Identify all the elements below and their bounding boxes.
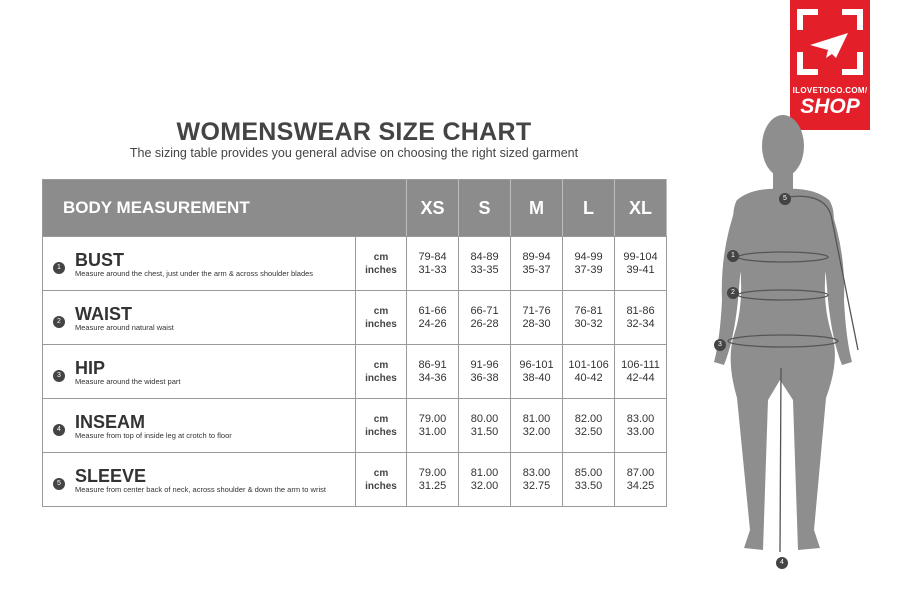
value-cell: [563, 237, 615, 291]
value-cell: [511, 399, 563, 453]
measurement-name: WAIST: [75, 304, 132, 324]
value-inches: 38-40: [522, 371, 551, 384]
units-cell: [356, 399, 407, 453]
value-inches: 31-33: [418, 263, 447, 276]
value-cm: 99-104: [623, 250, 658, 263]
value-cm: 96-101: [519, 358, 554, 371]
measurement-number-badge: 5: [53, 478, 65, 490]
value-cell: [407, 237, 459, 291]
logo-shop-text: SHOP: [800, 95, 860, 118]
size-chart-table: [42, 179, 667, 507]
unit-cm: cm: [373, 467, 389, 479]
value-cell: [459, 345, 511, 399]
unit-cm: cm: [373, 251, 389, 263]
value-cm: 76-81: [574, 304, 603, 317]
value-cm: 66-71: [470, 304, 499, 317]
value-inches: 33.00: [626, 425, 655, 438]
value-cell: [615, 399, 667, 453]
units-cell: [356, 237, 407, 291]
value-cell: [511, 453, 563, 507]
value-cell: [459, 399, 511, 453]
measurement-name: INSEAM: [75, 412, 146, 432]
size-header-m: M: [511, 180, 563, 237]
value-inches: 39-41: [626, 263, 655, 276]
body-measurement-header: BODY MEASUREMENT: [43, 180, 407, 237]
figure-marker-sleeve: 5: [779, 193, 791, 205]
value-inches: 30-32: [574, 317, 603, 330]
size-header-xs: XS: [407, 180, 459, 237]
measurement-cell: [43, 399, 356, 453]
value-cm: 106-111: [621, 358, 660, 371]
unit-inches: inches: [365, 426, 397, 438]
figure-marker-waist: 2: [727, 287, 739, 299]
measurement-description: Measure around natural waist: [75, 323, 174, 332]
value-cm: 89-94: [522, 250, 551, 263]
value-cm: 61-66: [418, 304, 447, 317]
unit-cm: cm: [373, 359, 389, 371]
value-cell: [459, 237, 511, 291]
table-row: [43, 345, 667, 399]
value-cell: [615, 291, 667, 345]
value-cm: 79.00: [418, 412, 447, 425]
table-row: [43, 399, 667, 453]
value-cm: 85.00: [574, 466, 603, 479]
value-inches: 31.25: [418, 479, 447, 492]
value-inches: 32.75: [522, 479, 551, 492]
unit-inches: inches: [365, 372, 397, 384]
page-subtitle: The sizing table provides you general advise on choosing the right sized garment: [129, 146, 579, 160]
value-cm: 71-76: [522, 304, 551, 317]
units-cell: [356, 345, 407, 399]
value-cell: [459, 453, 511, 507]
table-row: [43, 453, 667, 507]
value-inches: 37-39: [574, 263, 603, 276]
measurement-description: Measure around the chest, just under the arm & across shoulder blades: [75, 269, 314, 278]
measurement-name: HIP: [75, 358, 106, 378]
figure-marker-bust: 1: [727, 250, 739, 262]
measurement-number-badge: 1: [53, 262, 65, 274]
measurement-name: SLEEVE: [75, 466, 147, 486]
value-cell: [615, 345, 667, 399]
table-row: [43, 291, 667, 345]
figure-marker-hip: 3: [714, 339, 726, 351]
value-cell: [563, 453, 615, 507]
value-cm: 79.00: [418, 466, 447, 479]
page-title: WOMENSWEAR SIZE CHART: [176, 118, 532, 146]
value-cm: 81.00: [470, 466, 499, 479]
value-cell: [615, 453, 667, 507]
value-cm: 82.00: [574, 412, 603, 425]
value-cell: [407, 291, 459, 345]
value-inches: 35-37: [522, 263, 551, 276]
value-inches: 24-26: [418, 317, 447, 330]
value-inches: 31.50: [470, 425, 499, 438]
value-cm: 91-96: [470, 358, 499, 371]
unit-inches: inches: [365, 318, 397, 330]
measurement-description: Measure from top of inside leg at crotch to floor: [75, 431, 232, 440]
value-inches: 28-30: [522, 317, 551, 330]
value-inches: 36-38: [470, 371, 499, 384]
measurement-description: Measure around the widest part: [75, 377, 181, 386]
value-inches: 33.50: [574, 479, 603, 492]
value-inches: 31.00: [418, 425, 447, 438]
measurement-number-badge: 4: [53, 424, 65, 436]
figure-marker-inseam: 4: [776, 557, 788, 569]
value-inches: 40-42: [574, 371, 603, 384]
value-cell: [511, 291, 563, 345]
value-cm: 101-106: [568, 358, 609, 371]
measurement-description: Measure from center back of neck, across shoulder & down the arm to wrist: [75, 485, 326, 494]
measurement-cell: [43, 453, 356, 507]
table-row: [43, 237, 667, 291]
size-header-l: L: [563, 180, 615, 237]
value-inches: 32.00: [470, 479, 499, 492]
value-cell: [563, 399, 615, 453]
unit-cm: cm: [373, 413, 389, 425]
measurement-name: BUST: [75, 250, 124, 270]
measurement-cell: [43, 237, 356, 291]
value-cell: [407, 453, 459, 507]
value-cm: 81.00: [522, 412, 551, 425]
value-cell: [459, 291, 511, 345]
body-measurement-figure: [700, 100, 880, 580]
value-inches: 32-34: [626, 317, 655, 330]
value-cell: [563, 345, 615, 399]
table-header-row: [43, 180, 667, 237]
measurement-number-badge: 3: [53, 370, 65, 382]
value-cm: 86-91: [418, 358, 447, 371]
value-cm: 94-99: [574, 250, 603, 263]
unit-cm: cm: [373, 305, 389, 317]
value-inches: 32.50: [574, 425, 603, 438]
value-inches: 33-35: [470, 263, 499, 276]
units-cell: [356, 291, 407, 345]
value-cell: [511, 345, 563, 399]
value-cm: 87.00: [626, 466, 655, 479]
value-inches: 34-36: [418, 371, 447, 384]
value-cm: 83.00: [626, 412, 655, 425]
size-header-xl: XL: [615, 180, 667, 237]
value-cm: 79-84: [418, 250, 447, 263]
measurement-cell: [43, 345, 356, 399]
value-cell: [563, 291, 615, 345]
unit-inches: inches: [365, 264, 397, 276]
value-inches: 32.00: [522, 425, 551, 438]
scan-frame-plane-icon: [790, 0, 870, 86]
value-inches: 26-28: [470, 317, 499, 330]
female-silhouette-icon: [700, 100, 880, 580]
value-cm: 84-89: [470, 250, 499, 263]
value-inches: 34.25: [626, 479, 655, 492]
value-cm: 81-86: [626, 304, 655, 317]
value-cell: [407, 399, 459, 453]
value-inches: 42-44: [626, 371, 655, 384]
measurement-cell: [43, 291, 356, 345]
logo-url-text: ILOVETOGO.COM/: [792, 86, 868, 95]
value-cell: [511, 237, 563, 291]
value-cell: [615, 237, 667, 291]
unit-inches: inches: [365, 480, 397, 492]
value-cm: 80.00: [470, 412, 499, 425]
measurement-number-badge: 2: [53, 316, 65, 328]
units-cell: [356, 453, 407, 507]
value-cm: 83.00: [522, 466, 551, 479]
value-cell: [407, 345, 459, 399]
size-header-s: S: [459, 180, 511, 237]
